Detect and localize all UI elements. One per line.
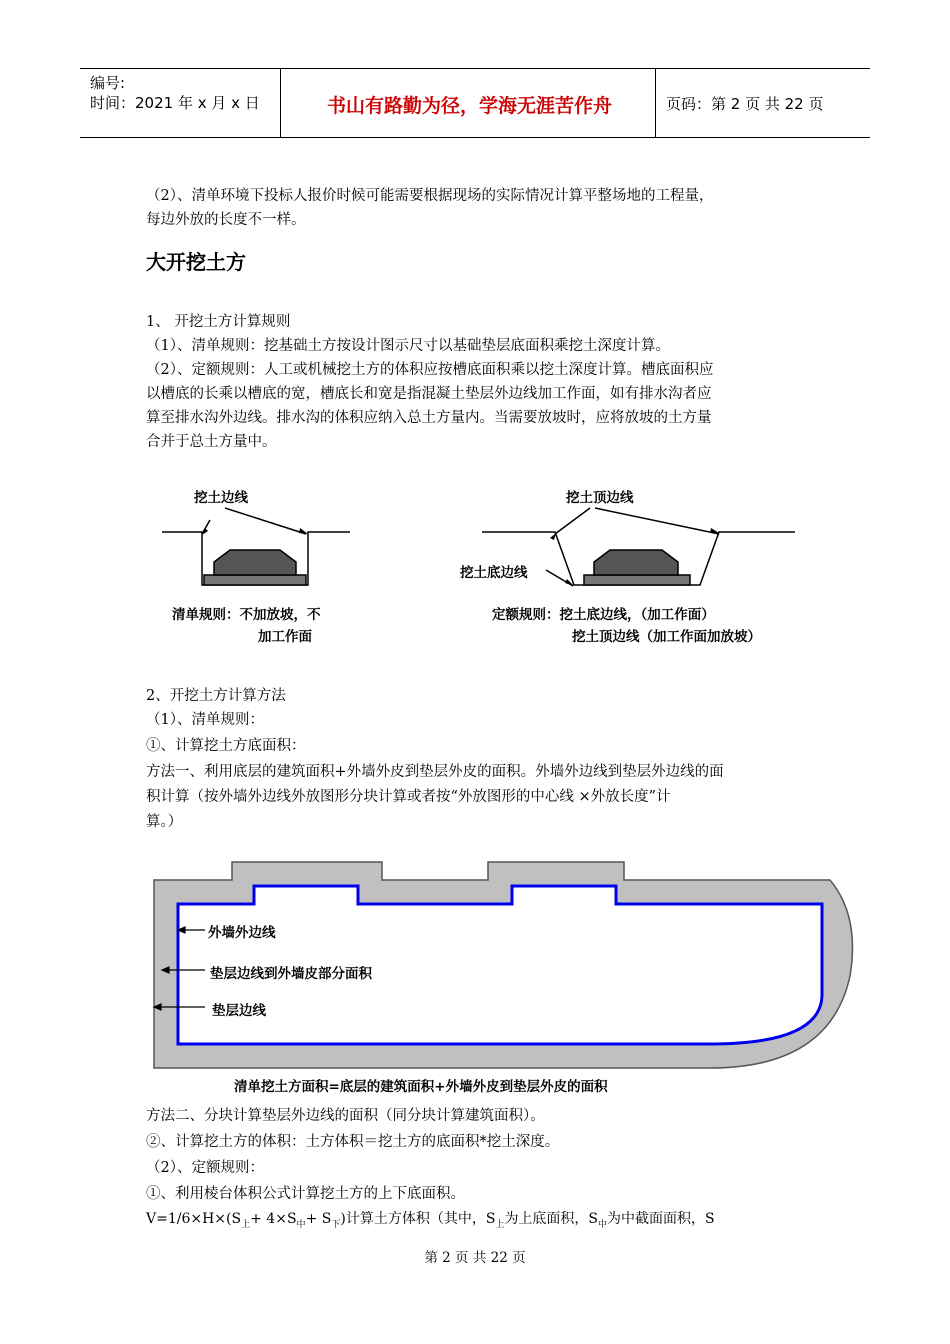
paragraph-line: 方法二、分块计算垫层外边线的面积（同分块计算建筑面积）。: [146, 1108, 545, 1124]
paragraph-line: 合并于总土方量中。: [146, 434, 277, 450]
label-cushion-line: 垫层边线: [212, 1003, 266, 1019]
formula-subscript: 中: [296, 1219, 306, 1230]
paragraph-line: 算至排水沟外边线。排水沟的体积应纳入总土方量内。当需要放坡时，应将放坡的土方量: [146, 410, 712, 426]
formula-part: + 4×S: [250, 1211, 297, 1227]
paragraph-line: （2）、定额规则：: [146, 1160, 264, 1176]
formula-subscript: 上: [495, 1219, 505, 1230]
label-dig-top-line: 挖土顶边线: [566, 490, 634, 506]
header-meta: [90, 73, 260, 113]
label-area-between: 垫层边线到外墙皮部分面积: [210, 966, 372, 982]
paragraph-line: （2）、清单环境下投标人报价时候可能需要根据现场的实际情况计算平整场地的工程量，: [146, 188, 714, 204]
right-leader: [555, 508, 590, 534]
formula-subscript: 上: [241, 1219, 251, 1230]
paragraph-line: （2）、定额规则：人工或机械挖土方的体积应按槽底面积乘以挖土深度计算。槽底面积应: [146, 362, 714, 378]
paragraph-line: 方法一、利用底层的建筑面积+外墙外皮到垫层外皮的面积。外墙外边线到垫层外边线的面: [146, 764, 724, 780]
formula-part: 为中截面面积，S: [607, 1211, 715, 1227]
formula-part: + S: [305, 1211, 332, 1227]
right-section-diagram: [482, 508, 795, 586]
paragraph-line: ①、计算挖土方底面积：: [146, 738, 306, 754]
doc-code-label: 编号:: [90, 74, 126, 92]
formula-part: 为上底面积，S: [504, 1211, 599, 1227]
page-header: [80, 68, 870, 138]
paragraph-line: （1）、清单规则：挖基础土方按设计图示尺寸以基础垫层底面积乘挖土深度计算。: [146, 338, 670, 354]
caption-right: 挖土顶边线（加工作面加放坡）: [572, 629, 761, 645]
left-section-diagram: [162, 508, 350, 585]
label-dig-line: 挖土边线: [194, 490, 248, 506]
paragraph-line: 每边外放的长度不一样。: [146, 212, 306, 228]
label-dig-bottom-line: 挖土底边线: [460, 565, 528, 581]
caption-left: 加工作面: [258, 629, 312, 645]
left-foundation: [214, 550, 296, 575]
caption-right: 定额规则：挖土底边线，（加工作面）: [492, 607, 715, 623]
header-page-info: 页码：第 2 页 共 22 页: [666, 95, 824, 113]
paragraph-line: ①、利用棱台体积公式计算挖土方的上下底面积。: [146, 1186, 465, 1202]
paragraph-line: 积计算（按外墙外边线外放图形分块计算或者按“外放图形的中心线 ×外放长度”计: [146, 789, 671, 805]
figure-caption: 清单挖土方面积=底层的建筑面积+外墙外皮到垫层外皮的面积: [234, 1079, 608, 1095]
formula-line: [146, 1207, 715, 1237]
section-heading: 大开挖土方: [146, 250, 246, 274]
formula-subscript: 中: [598, 1219, 608, 1230]
right-cushion: [584, 575, 690, 585]
subsection-title: 1、 开挖土方计算规则: [146, 314, 291, 330]
right-foundation: [594, 550, 678, 575]
label-outer-wall-line: 外墙外边线: [208, 925, 276, 941]
header-divider: [280, 69, 281, 137]
formula-part: V=1/6×H×(S: [146, 1211, 242, 1227]
caption-left: 清单规则：不加放坡，不: [172, 607, 321, 623]
paragraph-line: ②、计算挖土方的体积：土方体积＝挖土方的底面积*挖土深度。: [146, 1134, 560, 1150]
header-motto: 书山有路勤为径，学海无涯苦作舟: [326, 95, 612, 117]
formula-subscript: 下: [331, 1219, 341, 1230]
doc-time-label: 时间：2021 年 x 月 x 日: [90, 94, 260, 112]
paragraph-line: 算。）: [146, 814, 183, 830]
left-leader: [225, 508, 306, 534]
right-leader: [595, 508, 719, 534]
left-cushion: [204, 575, 306, 585]
formula-part: )计算土方体积（其中，S: [340, 1211, 496, 1227]
paragraph-line: 以槽底的长乘以槽底的宽，槽底长和宽是指混凝土垫层外边线加工作面，如有排水沟者应: [146, 386, 712, 402]
paragraph-line: （1）、清单规则：: [146, 712, 264, 728]
page-footer: 第 2 页 共 22 页: [424, 1250, 526, 1266]
subsection-title: 2、开挖土方计算方法: [146, 688, 286, 704]
